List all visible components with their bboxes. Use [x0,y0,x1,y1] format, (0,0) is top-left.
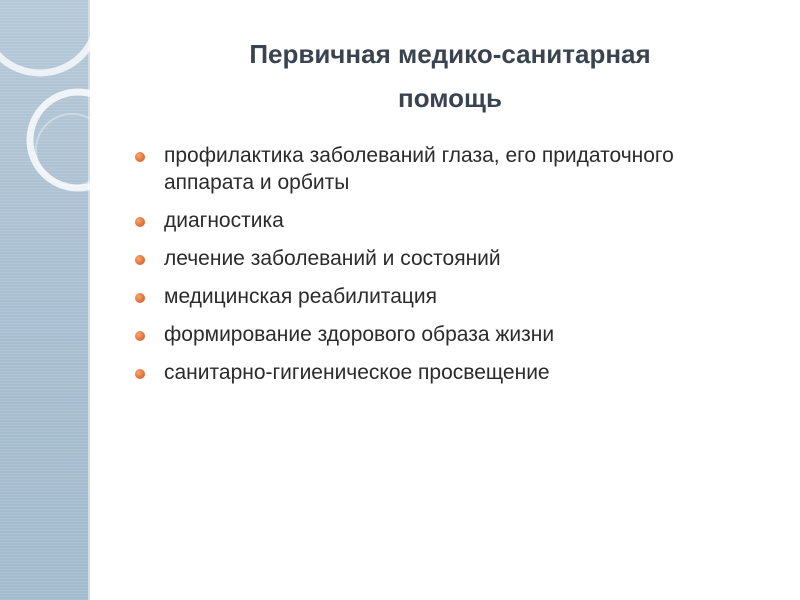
bullet-item [130,207,730,234]
bullet-text: формирование здорового образа жизни [164,323,555,346]
bullet-text: лечение заболеваний и состояний [164,247,501,270]
bullet-text: медицинская реабилитация [164,285,437,308]
bullet-item [130,245,730,272]
side-panel-texture [0,0,88,600]
slide-title-line-1: Первичная медико-санитарная [249,39,651,69]
bullet-dot-icon [135,331,145,341]
bullet-dot-icon [135,255,145,265]
bullet-text: санитарно-гигиеническое просвещение [164,361,550,384]
bullet-text: диагностика [164,209,284,232]
slide-title-line-2: помощь [398,83,502,113]
slide-title [150,32,750,120]
bullet-item [130,142,730,196]
bullet-dot-icon [135,152,145,162]
bullet-dot-icon [135,369,145,379]
bullet-dot-icon [135,293,145,303]
bullet-dot-icon [135,217,145,227]
side-panel-edge [88,0,90,600]
side-panel [0,0,88,600]
bullet-item [130,283,730,310]
bullet-list [130,142,730,397]
bullet-item [130,321,730,348]
bullet-item [130,359,730,386]
bullet-text: профилактика заболеваний глаза, его придаточного аппарата и орбиты [164,144,674,194]
